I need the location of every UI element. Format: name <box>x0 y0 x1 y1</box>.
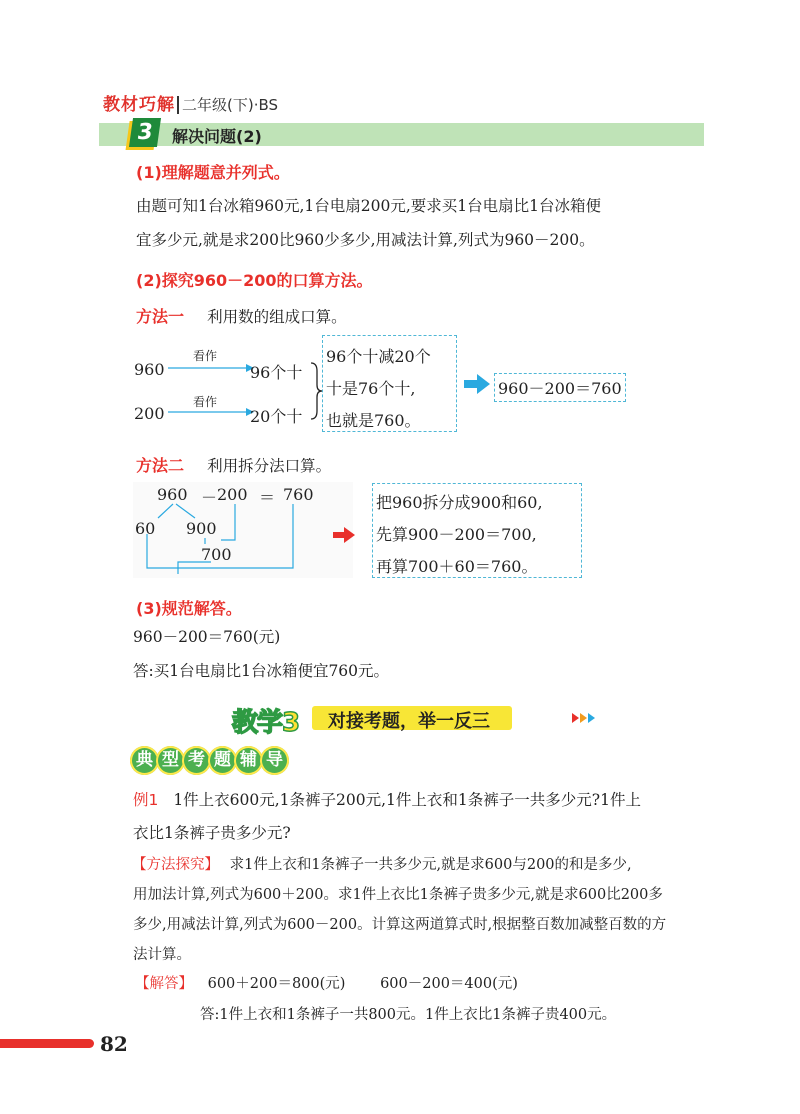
kao-char-5: 辅 <box>234 746 263 775</box>
m2-split-lines <box>133 482 353 578</box>
step3-answer: 答:买1台电扇比1台冰箱便宜760元。 <box>133 662 390 680</box>
grade-label: 二年级(下)·BS <box>177 96 278 114</box>
running-header <box>103 90 278 115</box>
step1-text-line2: 宜多少元,就是求200比960少多少,用减法计算,列式为960－200。 <box>136 231 595 249</box>
section-title: 解决问题(2) <box>172 127 262 146</box>
m2-split-900: 900 <box>186 519 217 538</box>
banner-arrow-icon <box>580 713 587 723</box>
method1-desc: 利用数的组成口算。 <box>207 308 347 326</box>
example-line2: 衣比1条裤子贵多少元? <box>133 824 291 842</box>
example-label: 例1 <box>133 791 159 809</box>
method-explore-line1 <box>132 858 632 873</box>
m1-arrow-label-1: 看作 <box>193 349 218 363</box>
method-explore-line2: 用加法计算,列式为600＋200。求1件上衣比1条裤子贵多少元,就是求600比200多 <box>133 887 663 903</box>
m2-box-line-3: 再算700＋60＝760。 <box>376 557 538 576</box>
m1-explain-box <box>322 335 457 432</box>
m2-eq-960: 960 <box>157 485 188 504</box>
solution-calc-1: 600＋200＝800(元) <box>207 976 346 992</box>
example-line1 <box>133 793 641 809</box>
method-explore-line3: 多少,用减法计算,列式为600－200。计算这两道算式时,根据整百数加减整百数的方 <box>133 917 667 933</box>
m2-box-line-1: 把960拆分成900和60, <box>376 493 543 512</box>
brace-icon <box>309 361 323 421</box>
solution-answer: 答:1件上衣和1条裤子一共800元。1件上衣比1条裤子贵400元。 <box>200 1007 617 1023</box>
method2-label: 方法二 <box>136 456 185 475</box>
m1-tens-2: 20个十 <box>250 407 303 426</box>
method1-row <box>136 304 347 327</box>
step3-heading: (3)规范解答。 <box>136 599 242 618</box>
m1-box-line-1: 96个十减20个 <box>326 347 431 366</box>
section-number-badge: 3 <box>129 118 161 147</box>
right-arrow-icon <box>464 374 490 394</box>
solution-label: 【解答】 <box>135 976 193 992</box>
step3-formula: 960－200＝760(元) <box>133 628 281 646</box>
method2-row <box>136 453 331 476</box>
split-branch-icon <box>158 504 195 518</box>
step1-text-line1: 由题可知1台冰箱960元,1台电扇200元,要求买1台电扇比1台冰箱便 <box>136 197 601 215</box>
m2-eq-minus: － <box>201 488 218 507</box>
m2-box-line-2: 先算900－200＝700, <box>376 525 537 544</box>
method1-label: 方法一 <box>136 307 185 326</box>
m1-arrow-label-2: 看作 <box>193 395 218 409</box>
m1-tens-1: 96个十 <box>250 363 303 382</box>
banner-arrow-icon <box>572 713 579 723</box>
step1-heading: (1)理解题意并列式。 <box>136 163 290 182</box>
solution-calc-2: 600－200＝400(元) <box>380 976 518 992</box>
kao-char-3: 考 <box>182 746 211 775</box>
footer-bar <box>0 1039 94 1048</box>
m1-box-line-2: 十是76个十, <box>326 379 416 398</box>
m1-arrows <box>160 355 260 420</box>
banner-arrow-icon <box>588 713 595 723</box>
banner-text: 对接考题，举一反三 <box>328 711 490 732</box>
m1-result-box: 960－200＝760 <box>494 373 626 402</box>
red-right-arrow-icon <box>333 527 355 543</box>
m2-split-60: 60 <box>135 519 156 538</box>
step2-heading: (2)探究960－200的口算方法。 <box>136 271 373 290</box>
typical-exam-badge <box>130 746 286 775</box>
m2-explain-box <box>372 483 582 578</box>
m2-eq-200: 200 <box>217 485 248 504</box>
m1-num-200: 200 <box>134 404 165 423</box>
method-explore-label: 【方法探究】 <box>132 857 219 873</box>
banner-logo: 教学3 <box>232 708 300 738</box>
method-explore-text-1: 求1件上衣和1条裤子一共多少元,就是求600与200的和是多少, <box>229 857 632 873</box>
kao-char-6: 导 <box>260 746 289 775</box>
m2-connector-200 <box>221 504 235 540</box>
kao-char-4: 题 <box>208 746 237 775</box>
kao-char-1: 典 <box>130 746 159 775</box>
method2-desc: 利用拆分法口算。 <box>207 457 332 475</box>
page-number: 82 <box>100 1032 128 1056</box>
m1-box-line-3: 也就是760。 <box>326 411 421 430</box>
m2-mid-700: 700 <box>201 545 232 564</box>
method-explore-line4: 法计算。 <box>133 947 191 963</box>
section-banner <box>232 702 592 738</box>
m2-eq-760: 760 <box>283 485 314 504</box>
m2-eq-equals: ＝ <box>259 488 276 507</box>
solution-line <box>135 977 518 992</box>
m1-num-960: 960 <box>134 360 165 379</box>
example-text-1: 1件上衣600元,1条裤子200元,1件上衣和1条裤子一共多少元?1件上 <box>173 791 641 809</box>
kao-char-2: 型 <box>156 746 185 775</box>
book-brand: 教材巧解 <box>103 95 175 115</box>
